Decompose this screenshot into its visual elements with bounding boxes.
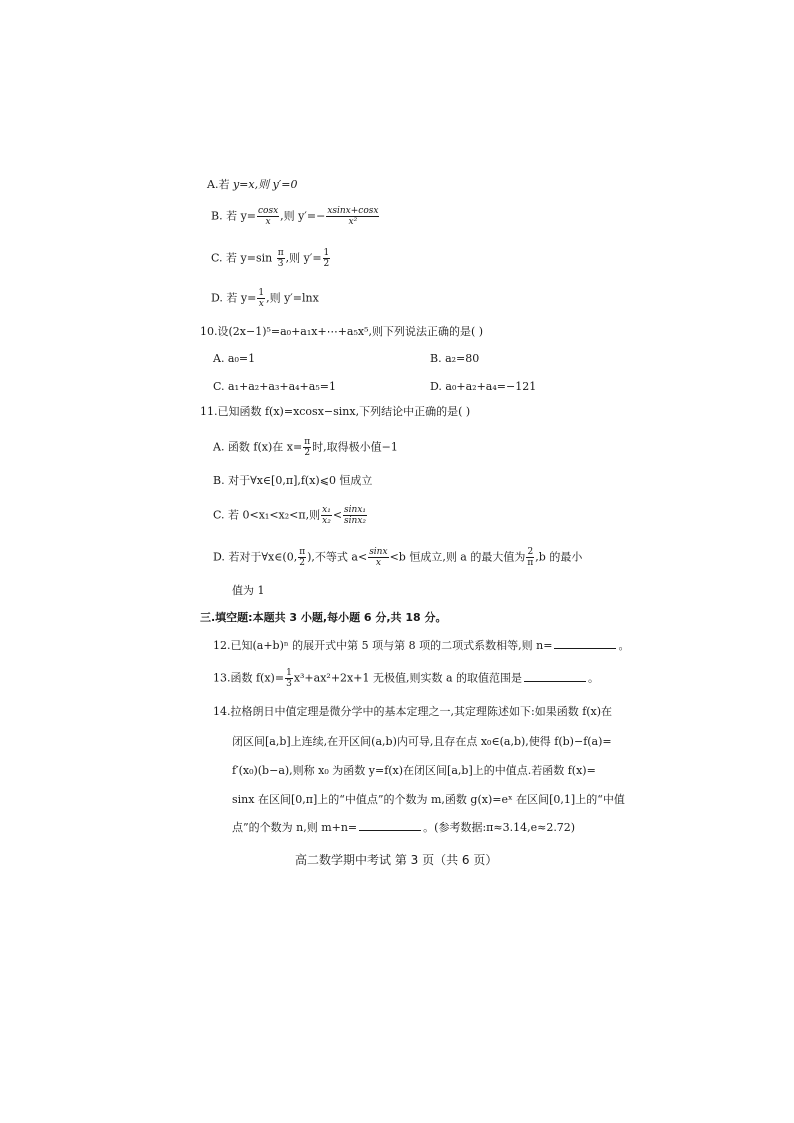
answer-blank[interactable]	[359, 820, 421, 831]
q13: 13.函数 f(x)= $\frac{1}{3}$ x³+ax²+2x+1 无极值,则实数 a 的取值范围是 。	[213, 668, 599, 689]
q10-option-b: B. a₂=80	[430, 352, 480, 365]
fraction: $\frac{1}{3}$	[286, 668, 292, 689]
q14-line-4: sinx 在区间[0,π]上的“中值点”的个数为 m,函数 g(x)=eˣ 在区间[0,1]上的“中值	[232, 793, 625, 806]
q11-option-c: C. 若 0<x₁<x₂<π,则 $\frac{\text{x₁}}{\text{x₂}}$ < $\frac{\text{sinx₁}}{\text{sinx₂}}$	[213, 505, 367, 526]
fraction: $\frac{\pi}{2}$	[299, 547, 306, 568]
fraction: $\frac{\cos x}{x}$	[258, 206, 279, 227]
q10-option-c: C. a₁+a₂+a₃+a₄+a₅=1	[213, 380, 336, 393]
q10-stem: 10.设(2x−1)⁵=a₀+a₁x+⋯+a₅x⁵,则下列说法正确的是( )	[200, 325, 484, 338]
section-heading: 三.填空题:本题共 3 小题,每小题 6 分,共 18 分。	[200, 611, 447, 624]
q14-line-2: 闭区间[a,b]上连续,在开区间(a,b)内可导,且存在点 x₀∈(a,b),使得 f(b)−f(a)=	[232, 735, 612, 748]
fraction: $\frac{\pi}{3}$	[277, 248, 284, 269]
answer-blank[interactable]	[554, 638, 616, 649]
q9-option-a: A.若 y=x,则 y′=0	[207, 178, 298, 191]
q14-line-5: 点”的个数为 n,则 m+n= 。(参考数据:π≈3.14,e≈2.72)	[232, 821, 576, 834]
fraction: $\frac{xsinx+\cos x}{\text{x²}}$	[327, 206, 379, 227]
q9-option-c: C. 若 y=sin $\frac{\pi}{3}$ ,则 y′= $\frac{1}{2}$	[211, 248, 330, 269]
q11-stem: 11.已知函数 f(x)=xcosx−sinx,下列结论中正确的是( )	[200, 405, 471, 418]
page-footer: 高二数学期中考试 第 3 页（共 6 页）	[295, 853, 498, 867]
fraction: $\frac{\sin x}{x}$	[369, 547, 388, 568]
q14-line-1: 14.拉格朗日中值定理是微分学中的基本定理之一,其定理陈述如下:如果函数 f(x)在	[213, 705, 613, 718]
q11-option-d-continued: 值为 1	[232, 584, 265, 597]
q10-option-a: A. a₀=1	[213, 352, 256, 365]
fraction: $\frac{\pi}{2}$	[304, 437, 311, 458]
q12: 12.已知(a+b)ⁿ 的展开式中第 5 项与第 8 项的二项式系数相等,则 n= 。	[213, 639, 630, 652]
fraction: $\frac{\text{x₁}}{\text{x₂}}$	[322, 505, 331, 526]
fraction: $\frac{1}{x}$	[258, 288, 265, 309]
q11-option-a: A. 函数 f(x)在 x= $\frac{\pi}{2}$ 时,取得极小值−1	[213, 437, 398, 458]
q10-option-d: D. a₀+a₂+a₄=−121	[430, 380, 537, 393]
fraction: $\frac{1}{2}$	[323, 248, 330, 269]
q9-option-b: B. 若 y= $\frac{\cos x}{x}$ ,则 y′=− $\frac{xsinx+\cos x}{\text{x²}}$	[211, 206, 379, 227]
q14-line-3: f′(x₀)(b−a),则称 x₀ 为函数 y=f(x)在闭区间[a,b]上的中值点.若函数 f(x)=	[232, 764, 596, 777]
q11-option-d: D. 若对于∀x∈(0, $\frac{\pi}{2}$ ),不等式 a< $\frac{\sin x}{x}$ <b 恒成立,则 a 的最大值为 $\frac{2}{\pi}$ ,b 的最小	[213, 547, 583, 568]
fraction: $\frac{2}{\pi}$	[527, 547, 534, 568]
fraction: $\frac{\text{sinx₁}}{\text{sinx₂}}$	[344, 505, 367, 526]
q11-option-b: B. 对于∀x∈[0,π],f(x)⩽0 恒成立	[213, 474, 373, 487]
q9-option-d: D. 若 y= $\frac{1}{x}$ ,则 y′=lnx	[211, 288, 319, 309]
answer-blank[interactable]	[524, 671, 586, 682]
